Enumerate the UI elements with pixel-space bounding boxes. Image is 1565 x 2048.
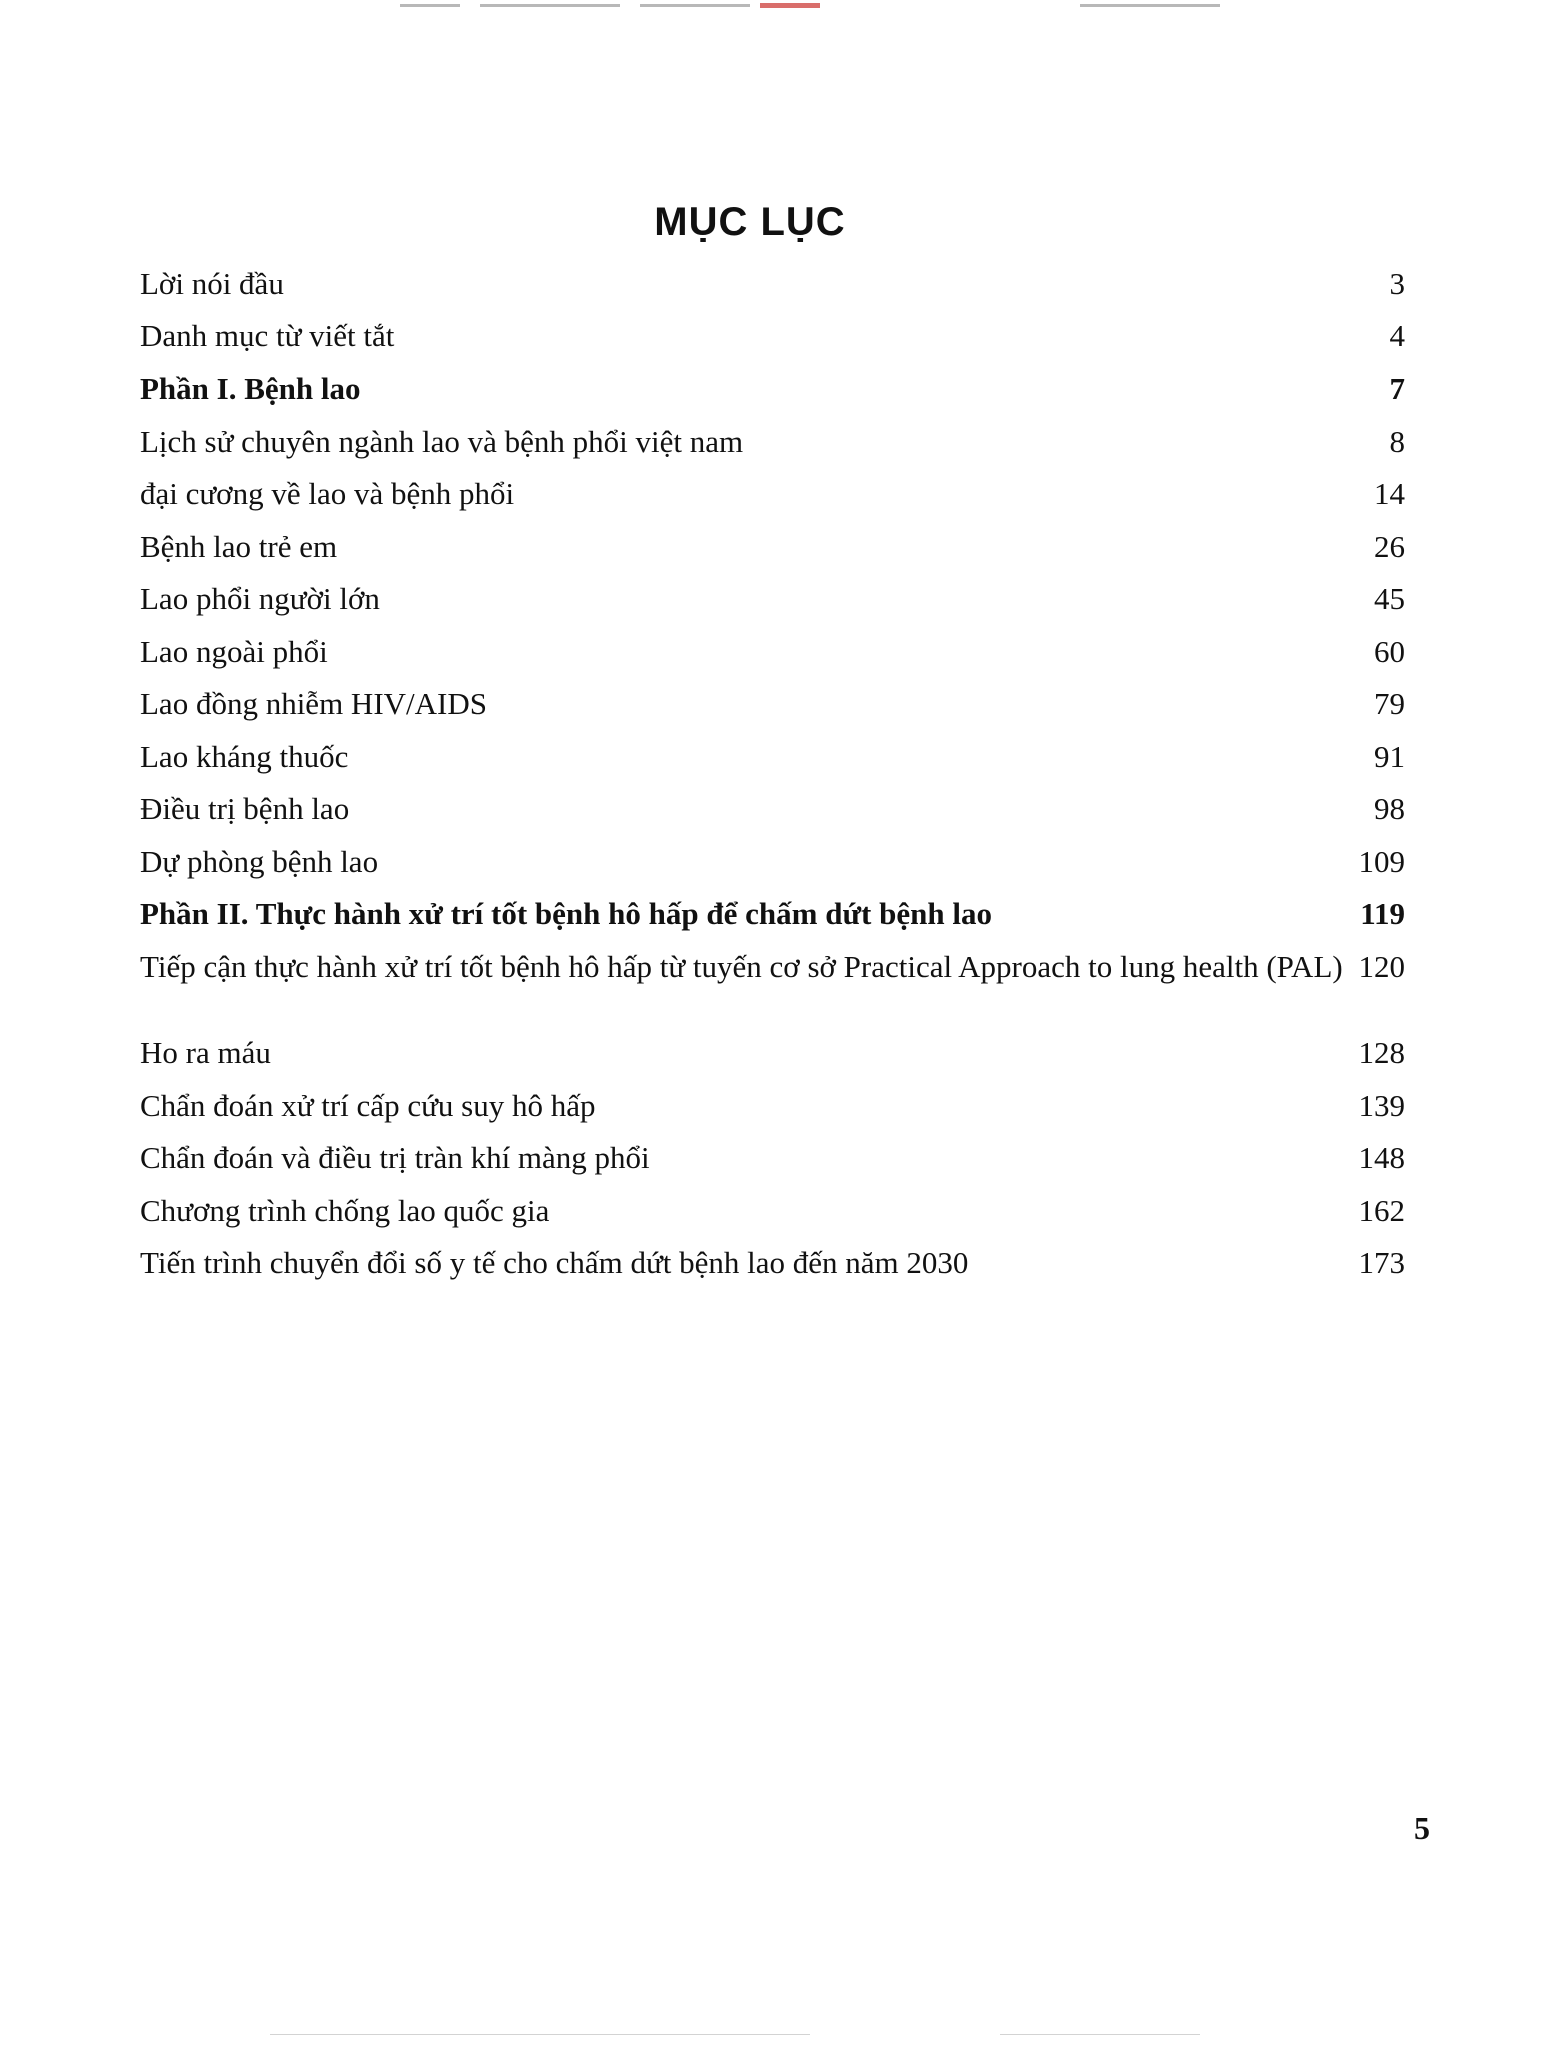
toc-entry-page: 119 (1360, 896, 1405, 931)
toc-entry[interactable] (140, 1192, 1405, 1230)
toc-entry-page: 4 (1389, 318, 1405, 353)
toc-entry[interactable] (140, 948, 1405, 986)
toc-section-heading[interactable] (140, 895, 1405, 933)
toc-entry[interactable] (140, 317, 1405, 355)
toc-entry-page: 79 (1374, 686, 1405, 721)
page-title: MỤC LỤC (654, 200, 846, 244)
toc-entry[interactable] (140, 475, 1405, 513)
toc-entry-title: Chương trình chống lao quốc gia (140, 1193, 550, 1228)
toc-entry-title: Lao phổi người lớn (140, 581, 380, 616)
toc-entry-page: 120 (1358, 949, 1405, 984)
toc-entry-page: 26 (1374, 529, 1405, 564)
toc-entry-page: 109 (1358, 844, 1405, 879)
toc-entry-title: Điều trị bệnh lao (140, 791, 350, 826)
toc-entry-title: Phần II. Thực hành xử trí tốt bệnh hô hấp để chấm dứt bệnh lao (140, 896, 992, 931)
toc-entry[interactable] (140, 580, 1405, 618)
toc-entry[interactable] (140, 1034, 1405, 1072)
toc-entry-title: Lịch sử chuyên ngành lao và bệnh phổi việt nam (140, 424, 744, 459)
toc-entry-page: 148 (1358, 1140, 1405, 1175)
scan-artifact-bottom (0, 2032, 1565, 2038)
toc-entry-page: 3 (1389, 266, 1405, 301)
toc-entry[interactable] (140, 738, 1405, 776)
page-number: 5 (1414, 1810, 1430, 1846)
scan-artifact-top (0, 0, 1565, 14)
toc-entry[interactable] (140, 528, 1405, 566)
toc-entry-title: Ho ra máu (140, 1035, 271, 1070)
toc-entry-page: 139 (1358, 1088, 1405, 1123)
toc-entry-page: 60 (1374, 634, 1405, 669)
toc-entry-title: Bệnh lao trẻ em (140, 529, 338, 564)
toc-entry-title: Phần I. Bệnh lao (140, 371, 361, 406)
toc-entry[interactable] (140, 1139, 1405, 1177)
toc-entry-page: 91 (1374, 739, 1405, 774)
toc-entry[interactable] (140, 633, 1405, 671)
toc-entry-page: 45 (1374, 581, 1405, 616)
toc-entry-title: Danh mục từ viết tắt (140, 318, 395, 353)
toc-entry-title: Lao đồng nhiễm HIV/AIDS (140, 686, 487, 721)
toc-section-heading[interactable] (140, 370, 1405, 408)
toc-entry[interactable] (140, 265, 1405, 303)
toc-entry[interactable] (140, 423, 1405, 461)
toc-entry-page: 8 (1389, 424, 1405, 459)
toc-entry-page: 162 (1358, 1193, 1405, 1228)
toc-entry-title: Tiếp cận thực hành xử trí tốt bệnh hô hấp từ tuyến cơ sở Practical Approach to lung health (PAL) (140, 949, 1343, 984)
toc-entry[interactable] (140, 843, 1405, 881)
toc-entry-title: Chẩn đoán và điều trị tràn khí màng phổi (140, 1140, 650, 1175)
toc-entry-title: Lao ngoài phổi (140, 634, 328, 669)
toc-entry-title: Dự phòng bệnh lao (140, 844, 379, 879)
toc-entry-title: đại cương về lao và bệnh phổi (140, 476, 515, 511)
toc-entry-title: Lao kháng thuốc (140, 739, 349, 774)
toc-entry[interactable] (140, 1244, 1405, 1282)
toc-entry-page: 128 (1358, 1035, 1405, 1070)
toc-entry-page: 98 (1374, 791, 1405, 826)
toc-entry-page: 7 (1389, 371, 1405, 406)
toc-entry-title: Chẩn đoán xử trí cấp cứu suy hô hấp (140, 1088, 596, 1123)
toc-entry-page: 14 (1374, 476, 1405, 511)
toc-entry-title: Tiến trình chuyển đổi số y tế cho chấm dứt bệnh lao đến năm 2030 (140, 1245, 969, 1280)
toc-entry[interactable] (140, 1087, 1405, 1125)
toc-entry-title: Lời nói đầu (140, 266, 284, 301)
toc-entry[interactable] (140, 685, 1405, 723)
toc-entry-page: 173 (1358, 1245, 1405, 1280)
toc-entry[interactable] (140, 790, 1405, 828)
